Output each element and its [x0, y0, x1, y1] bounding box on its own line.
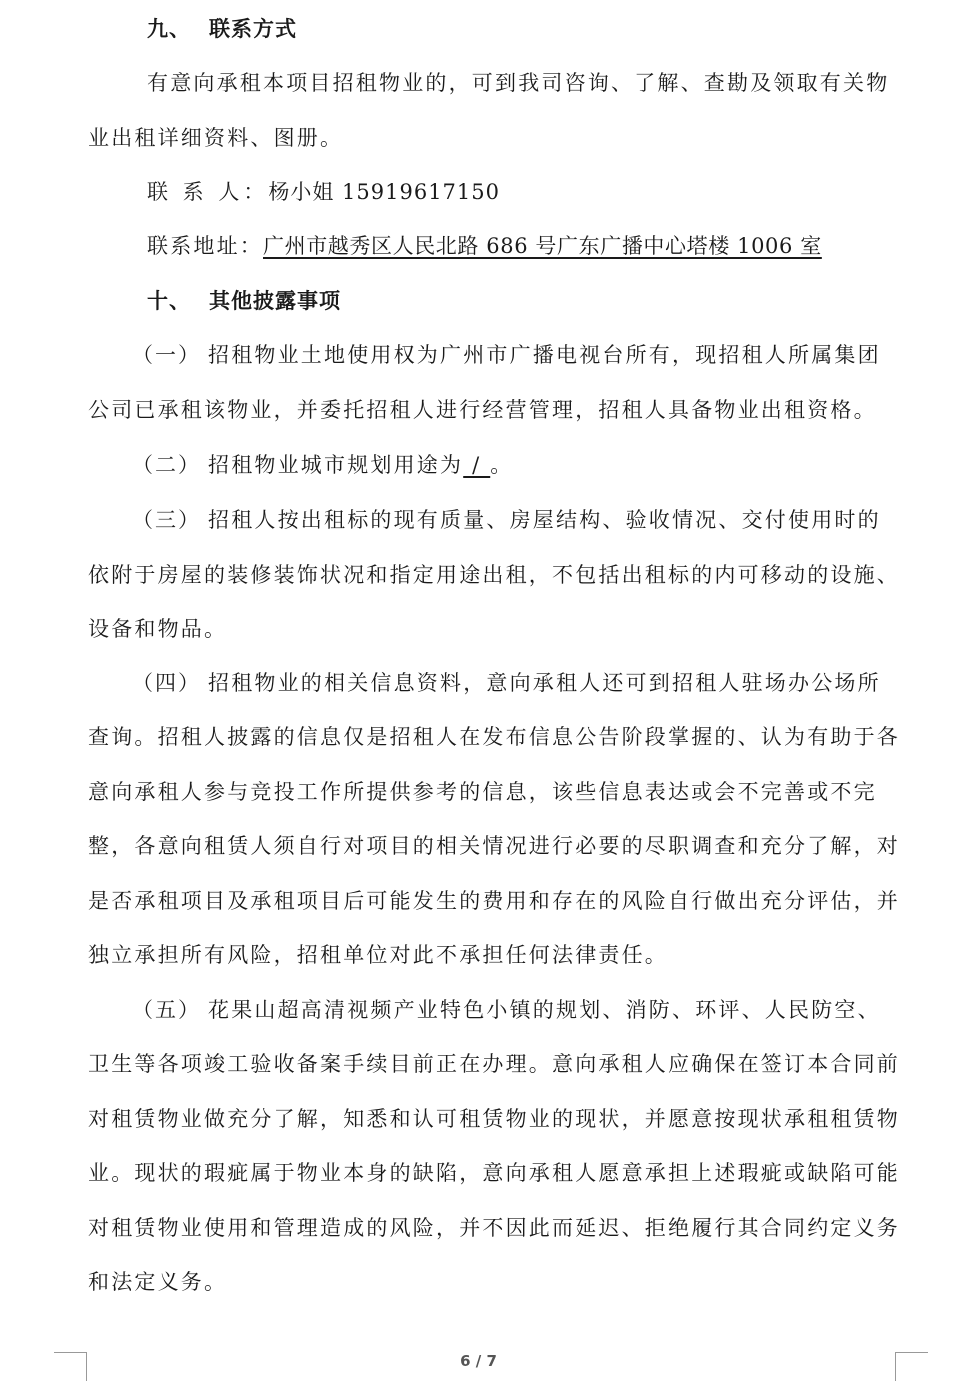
contact-label: 联 系 人：	[147, 180, 269, 204]
paragraph-line: 意向承租人参与竞投工作所提供参考的信息，该些信息表达或会不完善或不完	[88, 780, 877, 804]
address-label: 联系地址：	[147, 234, 263, 258]
section-number: 十、	[147, 289, 191, 313]
section-title: 其他披露事项	[209, 289, 341, 313]
paragraph-line: 独立承担所有风险，招租单位对此不承担任何法律责任。	[88, 943, 668, 967]
item-text: 招租物业的相关信息资料，意向承租人还可到招租人驻场办公场所	[208, 671, 881, 695]
item-number: （一）	[132, 343, 201, 367]
paragraph-line: 和法定义务。	[88, 1270, 228, 1294]
paragraph-line: 对租赁物业使用和管理造成的风险，并不因此而延迟、拒绝履行其合同约定义务	[88, 1216, 900, 1240]
item-text-end: 。	[490, 453, 514, 477]
list-item-line	[132, 995, 897, 1025]
item-underlined-value: /	[463, 453, 491, 477]
list-item-line	[132, 505, 897, 535]
item-text: 招租物业城市规划用途为	[208, 453, 464, 477]
item-number: （三）	[132, 508, 201, 532]
contact-address	[147, 231, 897, 261]
item-text: 招租物业土地使用权为广州市广播电视台所有，现招租人所属集团	[208, 343, 881, 367]
item-text: 招租人按出租标的现有质量、房屋结构、验收情况、交付使用时的	[208, 508, 881, 532]
section-9-heading	[147, 14, 297, 44]
paragraph-line: 对租赁物业做充分了解，知悉和认可租赁物业的现状，并愿意按现状承租租赁物	[88, 1107, 900, 1131]
paragraph-line: 卫生等各项竣工验收备案手续目前正在办理。意向承租人应确保在签订本合同前	[88, 1052, 900, 1076]
item-number: （五）	[132, 998, 201, 1022]
paragraph-line: 整，各意向租赁人须自行对项目的相关情况进行必要的尽职调查和充分了解，对	[88, 834, 900, 858]
section-title: 联系方式	[209, 17, 297, 41]
item-number: （二）	[132, 453, 201, 477]
address-value: 广州市越秀区人民北路 686 号广东广播中心塔楼 1006 室	[263, 234, 822, 258]
paragraph-line: 业出租详细资料、图册。	[88, 126, 344, 150]
paragraph-line: 是否承租项目及承租项目后可能发生的费用和存在的风险自行做出充分评估，并	[88, 889, 900, 913]
list-item-line	[132, 340, 897, 370]
list-item-line	[132, 668, 897, 698]
paragraph-line: 设备和物品。	[88, 617, 228, 641]
item-text: 花果山超高清视频产业特色小镇的规划、消防、环评、人民防空、	[208, 998, 881, 1022]
section-number: 九、	[147, 17, 191, 41]
paragraph-line: 有意向承租本项目招租物业的，可到我司咨询、了解、查勘及领取有关物	[147, 71, 890, 95]
list-item-line	[132, 450, 897, 480]
paragraph-line: 查询。招租人披露的信息仅是招租人在发布信息公告阶段掌握的、认为有助于各	[88, 725, 900, 749]
paragraph-line: 依附于房屋的装修装饰状况和指定用途出租，不包括出租标的内可移动的设施、	[88, 563, 900, 587]
section-10-heading	[147, 286, 341, 316]
page-number: 6 / 7	[460, 1352, 497, 1370]
contact-person	[147, 177, 897, 207]
paragraph-line: 业。现状的瑕疵属于物业本身的缺陷，意向承租人愿意承担上述瑕疵或缺陷可能	[88, 1161, 900, 1185]
paragraph-line: 公司已承租该物业，并委托招租人进行经营管理，招租人具备物业出租资格。	[88, 398, 877, 422]
contact-value: 杨小姐 15919617150	[268, 180, 501, 204]
item-number: （四）	[132, 671, 201, 695]
